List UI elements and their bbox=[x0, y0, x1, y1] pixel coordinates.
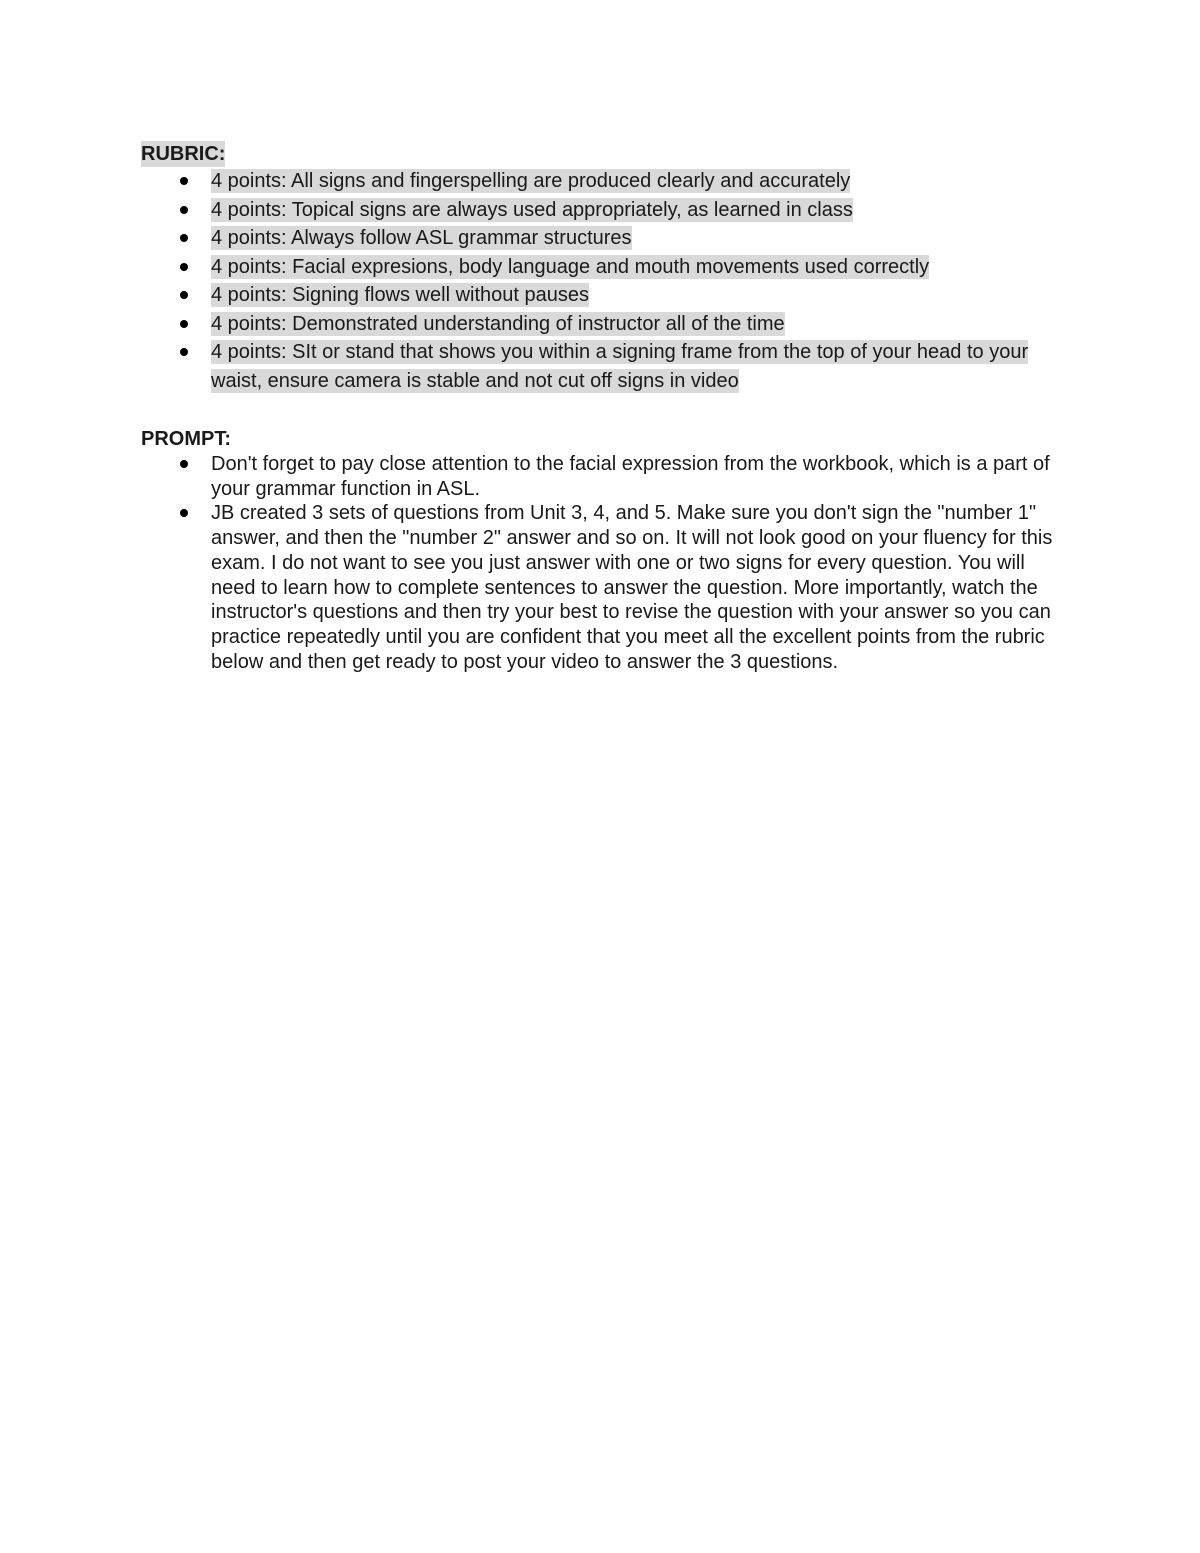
prompt-item-text: JB created 3 sets of questions from Unit 3, 4, and 5. Make sure you don't sign the "number 1" answer, and then the "number 2" answer and so on. It will not look good on your fluency for this exam. I do not want to see you just answer with one or two signs for every question. You will need to learn how to complete sentences to answer the question. More importantly, watch the instructor's questions and then try your best to revise the question with your answer so you can practice repeatedly until you are confident that you meet all the excellent points from the rubric below and then get ready to post your video to answer the 3 questions. bbox=[211, 502, 1053, 673]
prompt-item bbox=[141, 501, 1061, 674]
rubric-item bbox=[141, 224, 1061, 253]
bullet-icon bbox=[180, 460, 188, 468]
rubric-item bbox=[141, 338, 1061, 395]
bullet-icon bbox=[180, 263, 188, 271]
bullet-icon bbox=[180, 348, 188, 356]
bullet-icon bbox=[180, 509, 188, 517]
bullet-icon bbox=[180, 291, 188, 299]
prompt-list bbox=[141, 452, 1061, 674]
bullet-icon bbox=[180, 320, 188, 328]
rubric-item-text: 4 points: Topical signs are always used appropriately, as learned in class bbox=[211, 198, 853, 221]
rubric-item-text: 4 points: Facial expresions, body language and mouth movements used correctly bbox=[211, 255, 930, 278]
rubric-item bbox=[141, 167, 1061, 196]
bullet-icon bbox=[180, 177, 188, 185]
bullet-icon bbox=[180, 206, 188, 214]
rubric-section bbox=[141, 141, 1061, 395]
rubric-item bbox=[141, 281, 1061, 310]
rubric-item-text: 4 points: SIt or stand that shows you within a signing frame from the top of your head to your waist, ensure camera is stable and not cut off signs in video bbox=[211, 341, 1029, 392]
rubric-item-text: 4 points: Signing flows well without pauses bbox=[211, 284, 589, 306]
rubric-item bbox=[141, 196, 1061, 225]
rubric-heading: RUBRIC: bbox=[141, 143, 226, 165]
prompt-item bbox=[141, 452, 1061, 501]
prompt-item-text: Don't forget to pay close attention to the facial expression from the workbook, which is a part of your grammar function in ASL. bbox=[211, 453, 1050, 500]
rubric-item-text: 4 points: Demonstrated understanding of instructor all of the time bbox=[211, 312, 785, 335]
bullet-icon bbox=[180, 234, 188, 242]
prompt-heading: PROMPT: bbox=[141, 428, 231, 450]
rubric-item bbox=[141, 253, 1061, 282]
prompt-section bbox=[141, 426, 1061, 674]
rubric-list bbox=[141, 167, 1061, 395]
rubric-item-text: 4 points: All signs and fingerspelling are produced clearly and accurately bbox=[211, 170, 851, 192]
rubric-item-text: 4 points: Always follow ASL grammar structures bbox=[211, 227, 632, 249]
rubric-item bbox=[141, 310, 1061, 339]
